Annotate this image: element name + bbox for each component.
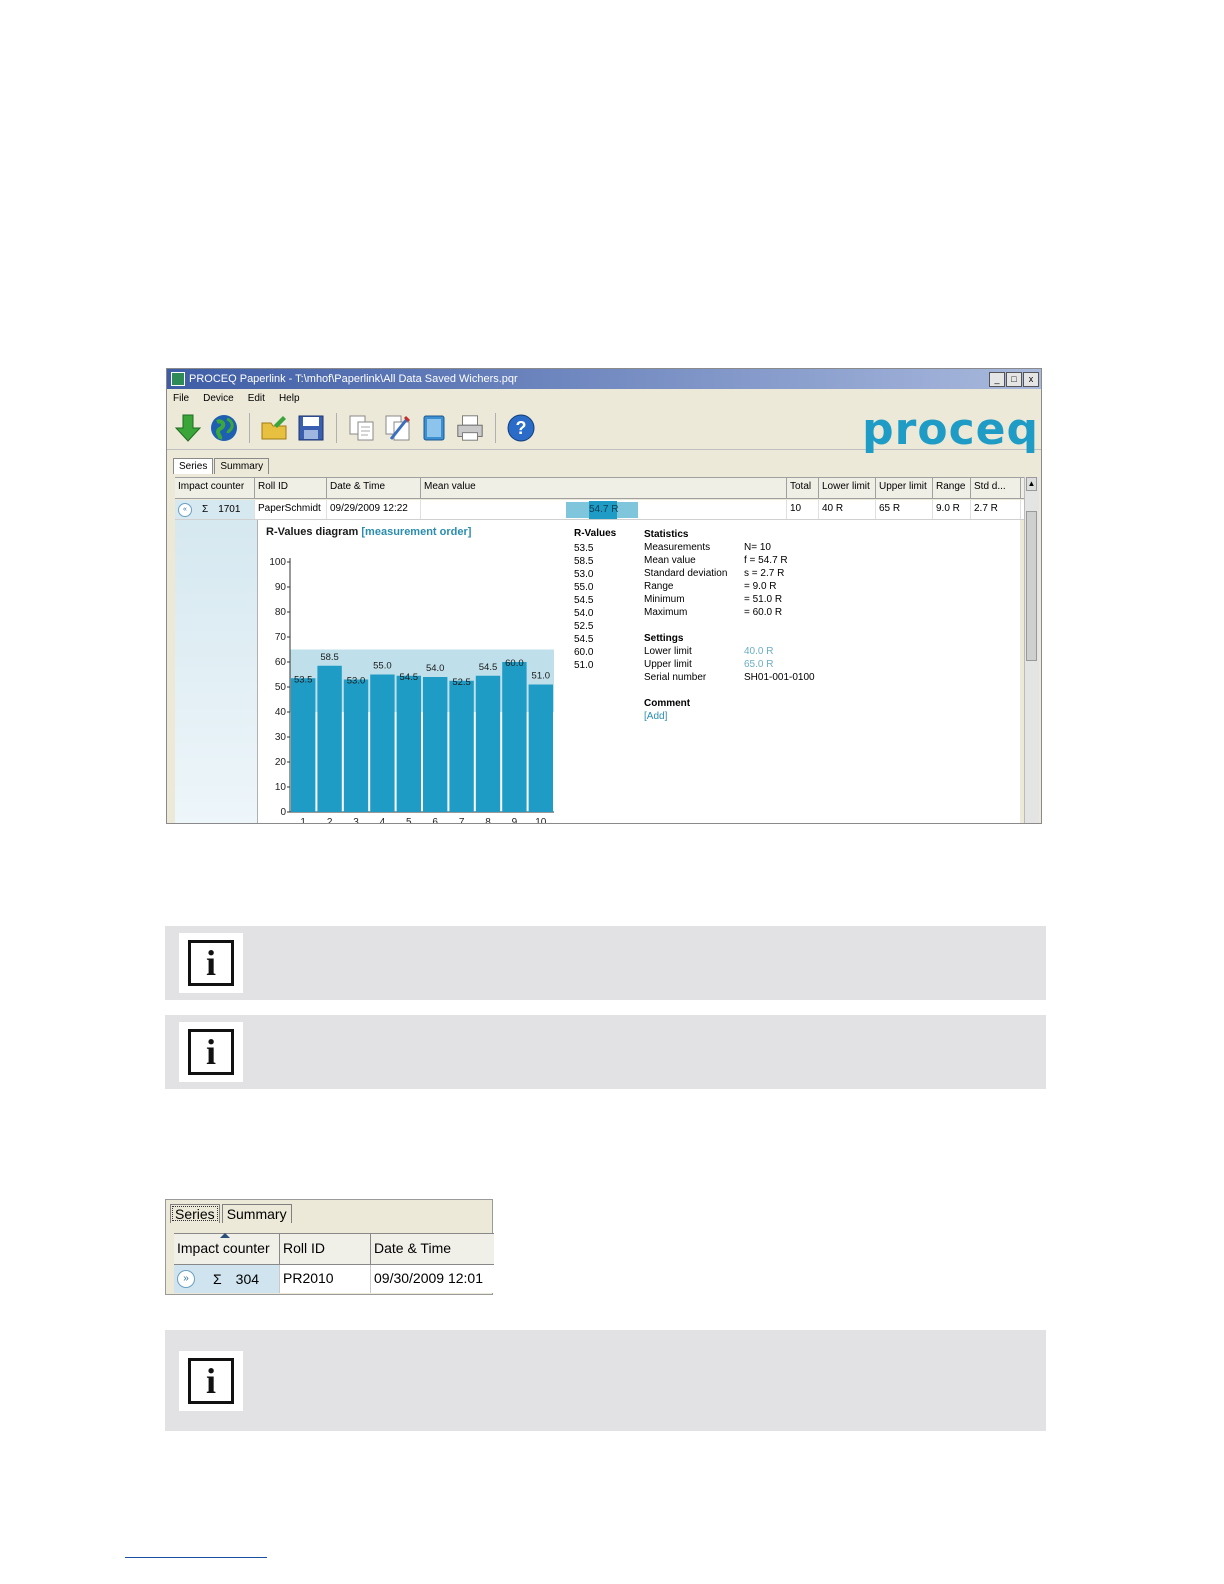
r-value-item: 53.5 [574, 543, 594, 554]
open-folder-icon[interactable] [260, 413, 290, 443]
bar-data-label: 55.0 [373, 660, 392, 672]
table-row[interactable] [174, 1265, 494, 1293]
globe-icon[interactable] [209, 413, 239, 443]
bar [291, 678, 315, 812]
bar-data-label: 54.5 [478, 661, 498, 673]
impact-counter-cell [175, 500, 255, 519]
bar [397, 676, 421, 812]
col-impact-counter[interactable] [174, 1234, 280, 1264]
download-arrow-icon[interactable] [173, 413, 203, 443]
vertical-scrollbar[interactable] [1024, 477, 1039, 824]
date-time-cell: 09/29/2009 12:22 [327, 500, 421, 519]
statistics-label: Measurements [644, 542, 711, 553]
tab-series[interactable]: Series [173, 458, 213, 474]
col-date-time[interactable]: Date & Time [374, 1240, 452, 1256]
info-icon: i [179, 933, 243, 993]
sigma-icon: Σ [202, 504, 209, 515]
roll-id-cell: PR2010 [280, 1265, 371, 1293]
x-tick-label: 5 [406, 817, 412, 828]
settings-value: 65.0 R [744, 659, 774, 670]
x-tick-label: 8 [485, 817, 491, 828]
roll-id-cell: PaperSchmidt [255, 500, 327, 519]
lower-limit-cell: 40 R [819, 500, 876, 519]
col-upper-limit[interactable]: Upper limit [876, 478, 933, 498]
series-grid-snippet [165, 1199, 493, 1295]
window-title: PROCEQ Paperlink - T:\mhof\Paperlink\All Data Saved Wichers.pqr [189, 373, 518, 385]
scroll-up-icon[interactable]: ▲ [1026, 477, 1037, 491]
bar-data-label: 53.0 [346, 675, 366, 687]
r-value-item: 58.5 [574, 556, 594, 567]
r-value-item: 51.0 [574, 660, 594, 671]
measurement-order-link[interactable]: [measurement order] [361, 526, 472, 538]
y-tick-label: 40 [274, 707, 286, 718]
y-tick-label: 90 [274, 582, 286, 593]
x-tick-label: 3 [353, 817, 359, 828]
info-note-1 [165, 926, 1046, 1000]
r-values-chart [258, 540, 568, 828]
settings-row [644, 645, 815, 658]
statistics-row [644, 580, 815, 593]
r-value-item: 54.0 [574, 608, 594, 619]
toolbar-separator [495, 413, 496, 443]
bar [344, 680, 368, 813]
menu-device[interactable]: Device [203, 392, 234, 404]
col-roll-id[interactable]: Roll ID [280, 1234, 371, 1264]
bar-data-label: 54.0 [425, 663, 445, 674]
bar [476, 676, 500, 812]
r-values-list [574, 542, 593, 672]
toolbar-separator [249, 413, 250, 443]
expander-icon[interactable]: « [178, 503, 192, 517]
col-std-dev[interactable]: Std d... [971, 478, 1021, 498]
copy-icon[interactable] [347, 413, 377, 443]
statistics-value: f = 54.7 R [744, 555, 788, 566]
y-tick-label: 20 [274, 757, 286, 768]
statistics-value: s = 2.7 R [744, 568, 785, 579]
sort-ascending-icon [220, 1233, 230, 1238]
row-indent-panel [175, 520, 258, 824]
print-icon[interactable] [455, 413, 485, 443]
help-icon[interactable] [506, 413, 536, 443]
statistics-label: Mean value [644, 555, 696, 566]
x-tick-label: 4 [379, 817, 386, 828]
export-icon[interactable] [419, 413, 449, 443]
diagram-title-text: R-Values diagram [266, 526, 359, 538]
tab-summary[interactable]: Summary [222, 1204, 292, 1223]
impact-counter-cell [174, 1265, 280, 1293]
comment-title: Comment [644, 698, 691, 709]
std-dev-cell: 2.7 R [971, 500, 1021, 519]
statistics-row [644, 593, 815, 606]
col-range[interactable]: Range [933, 478, 971, 498]
settings-label: Serial number [644, 672, 707, 683]
r-value-item: 53.0 [574, 569, 594, 580]
upper-limit-cell: 65 R [876, 500, 933, 519]
r-value-item: 52.5 [574, 621, 594, 632]
bar-data-label: 52.5 [452, 676, 471, 688]
r-value-item: 55.0 [574, 582, 594, 593]
x-tick-label: 10 [535, 817, 547, 828]
y-tick-label: 100 [269, 557, 286, 568]
bar [529, 685, 553, 813]
bar [449, 681, 473, 812]
maximize-button[interactable]: □ [1006, 372, 1022, 387]
settings-row [644, 671, 815, 684]
statistics-label: Standard deviation [644, 568, 728, 579]
r-value-item: 54.5 [574, 634, 594, 645]
statistics-value: = 51.0 R [744, 594, 783, 605]
bar-data-label: 54.5 [399, 671, 419, 683]
statistics-value: = 60.0 R [744, 607, 783, 618]
settings-value: SH01-001-0100 [744, 672, 815, 683]
bar-data-label: 58.5 [320, 651, 339, 663]
save-icon[interactable] [296, 413, 326, 443]
y-tick-label: 60 [274, 657, 286, 668]
svg-text:?: ? [515, 418, 527, 438]
r-value-item: 54.5 [574, 595, 594, 606]
menu-help[interactable]: Help [278, 392, 300, 404]
statistics-row [644, 541, 815, 554]
statistics-title: Statistics [644, 529, 689, 540]
statistics-label: Minimum [644, 594, 685, 605]
r-value-item: 60.0 [574, 647, 594, 658]
snippet-grid-header [174, 1233, 494, 1265]
info-note-3 [165, 1330, 1046, 1431]
col-roll-id[interactable]: Roll ID [255, 478, 327, 498]
statistics-row [644, 567, 815, 580]
bar-data-label: 60.0 [505, 658, 524, 669]
statistics-value: N= 10 [744, 542, 771, 553]
menu-edit[interactable]: Edit [247, 392, 265, 404]
bar-data-label: 51.0 [531, 670, 551, 682]
paste-icon[interactable] [383, 413, 413, 443]
impact-counter-value: 304 [235, 1271, 260, 1287]
toolbar [167, 404, 1041, 455]
bar-data-label: 53.5 [293, 674, 313, 686]
series-grid-header [175, 477, 1035, 499]
total-cell: 10 [787, 500, 819, 519]
date-time-cell: 09/30/2009 12:01 [374, 1270, 483, 1286]
col-impact-counter-label: Impact counter [177, 1240, 270, 1256]
settings-label: Upper limit [644, 659, 692, 670]
minimize-button[interactable]: _ [989, 372, 1005, 387]
scroll-thumb[interactable] [1026, 511, 1037, 661]
proceq-logo: proceq [862, 404, 1039, 455]
menu-file[interactable]: File [173, 392, 190, 404]
statistics-row [644, 606, 815, 619]
settings-label: Lower limit [644, 646, 692, 657]
settings-value: 40.0 R [744, 646, 774, 657]
col-impact-counter[interactable]: Impact counter [175, 478, 255, 498]
bar [502, 662, 526, 812]
statistics-label: Maximum [644, 607, 688, 618]
y-tick-label: 30 [274, 732, 286, 743]
app-icon [171, 372, 185, 386]
r-values-title: R-Values [574, 528, 617, 539]
paperlink-window [166, 368, 1042, 828]
range-cell: 9.0 R [933, 500, 971, 519]
col-mean-value[interactable]: Mean value [421, 478, 787, 498]
y-tick-label: 50 [274, 682, 286, 693]
col-date-time[interactable]: Date & Time [327, 478, 421, 498]
view-tabs [167, 454, 1041, 474]
snippet-tabs [170, 1204, 294, 1223]
info-icon: i [179, 1351, 243, 1411]
impact-counter-value: 1701 [218, 504, 241, 515]
bar [317, 666, 341, 812]
add-comment-link[interactable]: [Add] [644, 711, 668, 722]
x-tick-label: 7 [458, 817, 465, 828]
y-tick-label: 80 [274, 607, 286, 618]
y-tick-label: 0 [280, 807, 286, 818]
statistics-row [644, 554, 815, 567]
settings-row [644, 658, 815, 671]
series-detail-panel [258, 520, 1020, 828]
sigma-icon: Σ [213, 1271, 222, 1287]
expand-chevron-icon[interactable]: » [177, 1270, 195, 1288]
col-lower-limit[interactable]: Lower limit [819, 478, 876, 498]
footnote-rule [125, 1557, 267, 1558]
tab-series[interactable]: Series [170, 1204, 220, 1223]
statistics-label: Range [644, 581, 674, 592]
mean-value-marker: 54.7 R [589, 501, 617, 519]
title-bar[interactable] [167, 369, 1041, 389]
toolbar-separator [336, 413, 337, 443]
col-total[interactable]: Total [787, 478, 819, 498]
y-tick-label: 70 [274, 632, 286, 643]
info-icon: i [179, 1022, 243, 1082]
x-tick-label: 9 [511, 817, 518, 828]
bar [370, 675, 394, 813]
table-row[interactable] [175, 500, 1027, 520]
x-tick-label: 6 [432, 817, 438, 828]
x-tick-label: 1 [300, 817, 306, 828]
bar [423, 677, 447, 812]
settings-title: Settings [644, 633, 684, 644]
mean-value-cell [421, 500, 787, 519]
x-tick-label: 2 [326, 817, 333, 828]
close-button[interactable]: x [1023, 372, 1039, 387]
diagram-title [266, 526, 471, 538]
tab-summary[interactable]: Summary [214, 458, 269, 474]
y-tick-label: 10 [274, 782, 286, 793]
statistics-value: = 9.0 R [744, 581, 777, 592]
statistics-panel [644, 528, 815, 723]
info-note-2 [165, 1015, 1046, 1089]
